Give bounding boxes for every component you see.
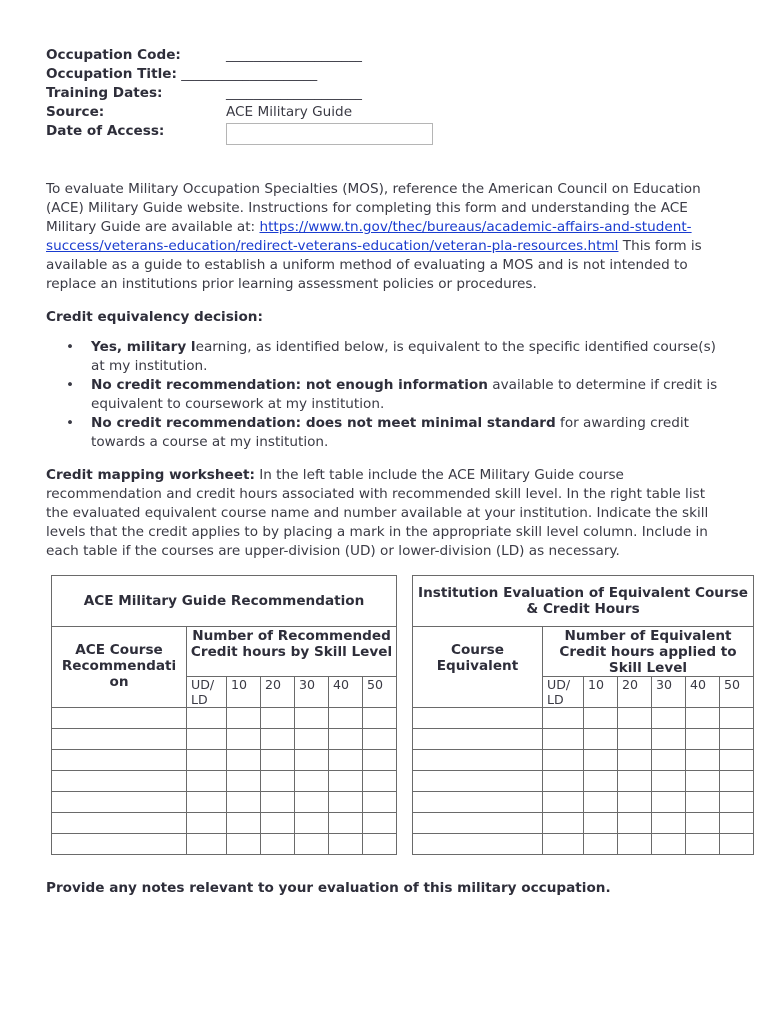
level-header: UD/ LD bbox=[187, 677, 227, 708]
credit-cell[interactable] bbox=[584, 750, 618, 771]
training-dates-label: Training Dates: bbox=[46, 85, 163, 101]
institution-table-title: Institution Evaluation of Equivalent Course & Credit Hours bbox=[413, 576, 754, 627]
credit-cell[interactable] bbox=[261, 813, 295, 834]
credit-cell[interactable] bbox=[584, 792, 618, 813]
credit-cell[interactable] bbox=[363, 792, 397, 813]
credit-cell[interactable] bbox=[363, 708, 397, 729]
credit-cell[interactable] bbox=[187, 792, 227, 813]
date-access-input[interactable] bbox=[226, 123, 433, 145]
date-access-label: Date of Access: bbox=[46, 123, 165, 139]
level-header: 30 bbox=[652, 677, 686, 708]
decision-item-bold: No credit recommendation: not enough information bbox=[91, 377, 488, 393]
course-cell[interactable] bbox=[52, 813, 187, 834]
credit-cell[interactable] bbox=[686, 729, 720, 750]
credit-cell[interactable] bbox=[295, 729, 329, 750]
occupation-title-row bbox=[46, 65, 706, 84]
credit-cell[interactable] bbox=[295, 708, 329, 729]
course-cell[interactable] bbox=[52, 771, 187, 792]
credit-cell[interactable] bbox=[227, 834, 261, 855]
course-cell[interactable] bbox=[413, 813, 543, 834]
occupation-code-field[interactable]: ____________________ bbox=[226, 47, 362, 63]
occupation-code-label: Occupation Code: bbox=[46, 47, 181, 63]
course-cell[interactable] bbox=[52, 750, 187, 771]
credit-cell[interactable] bbox=[187, 813, 227, 834]
credit-cell[interactable] bbox=[295, 771, 329, 792]
level-header: 40 bbox=[329, 677, 363, 708]
credit-cell[interactable] bbox=[187, 771, 227, 792]
credit-cell[interactable] bbox=[584, 771, 618, 792]
table-row bbox=[413, 729, 754, 750]
credit-cell[interactable] bbox=[543, 792, 584, 813]
bullet-icon: • bbox=[66, 415, 75, 431]
credit-cell[interactable] bbox=[261, 729, 295, 750]
course-cell[interactable] bbox=[413, 750, 543, 771]
credit-cell[interactable] bbox=[261, 834, 295, 855]
notes-prompt: Provide any notes relevant to your evaluation of this military occupation. bbox=[46, 880, 611, 896]
table-row bbox=[52, 771, 397, 792]
credit-cell[interactable] bbox=[187, 729, 227, 750]
training-dates-row bbox=[46, 84, 706, 103]
credit-cell[interactable] bbox=[652, 729, 686, 750]
intro-text-after: This form is available as a guide to establish a uniform method of evaluating a MOS and is not intended to replace an institutions prior learning assessment policies or procedures. bbox=[46, 238, 702, 292]
decision-item-text: earning, as identified below, is equivalent to the specific identified course(s) at my institution. bbox=[91, 339, 716, 374]
credit-cell[interactable] bbox=[543, 813, 584, 834]
credit-cell[interactable] bbox=[652, 708, 686, 729]
bullet-icon: • bbox=[66, 377, 75, 393]
credit-cell[interactable] bbox=[227, 750, 261, 771]
credit-cell[interactable] bbox=[363, 750, 397, 771]
ace-table-title: ACE Military Guide Recommendation bbox=[52, 576, 397, 627]
credit-cell[interactable] bbox=[363, 834, 397, 855]
credit-cell[interactable] bbox=[652, 792, 686, 813]
credit-cell[interactable] bbox=[329, 813, 363, 834]
decision-item-text: for awarding credit towards a course at my institution. bbox=[91, 415, 690, 450]
bullet-icon: • bbox=[66, 339, 75, 355]
credit-cell[interactable] bbox=[295, 834, 329, 855]
credit-cell[interactable] bbox=[584, 834, 618, 855]
credit-cell[interactable] bbox=[584, 813, 618, 834]
worksheet-heading: Credit mapping worksheet: bbox=[46, 467, 255, 483]
credit-cell[interactable] bbox=[227, 792, 261, 813]
credit-cell[interactable] bbox=[363, 729, 397, 750]
table-row bbox=[413, 708, 754, 729]
table-row bbox=[52, 813, 397, 834]
level-header: 10 bbox=[227, 677, 261, 708]
credit-cell[interactable] bbox=[329, 729, 363, 750]
level-header: 50 bbox=[363, 677, 397, 708]
level-header: 10 bbox=[584, 677, 618, 708]
table-row bbox=[52, 750, 397, 771]
level-header: 50 bbox=[720, 677, 754, 708]
table-row bbox=[413, 792, 754, 813]
credit-cell[interactable] bbox=[686, 750, 720, 771]
credit-cell[interactable] bbox=[686, 813, 720, 834]
credit-cell[interactable] bbox=[618, 813, 652, 834]
credit-cell[interactable] bbox=[187, 708, 227, 729]
level-header: 20 bbox=[618, 677, 652, 708]
credit-cell[interactable] bbox=[618, 750, 652, 771]
credit-cell[interactable] bbox=[261, 708, 295, 729]
ace-course-header: ACE Course Recommendati on bbox=[52, 627, 187, 708]
credit-cell[interactable] bbox=[329, 771, 363, 792]
credit-cell[interactable] bbox=[261, 771, 295, 792]
credit-cell[interactable] bbox=[329, 750, 363, 771]
table-row bbox=[413, 771, 754, 792]
course-cell[interactable] bbox=[52, 834, 187, 855]
credit-cell[interactable] bbox=[720, 708, 754, 729]
worksheet-paragraph bbox=[46, 466, 726, 561]
credit-cell[interactable] bbox=[618, 792, 652, 813]
credit-cell[interactable] bbox=[227, 813, 261, 834]
credit-cell[interactable] bbox=[720, 834, 754, 855]
equivalent-credit-header: Number of Equivalent Credit hours applied to Skill Level bbox=[543, 627, 754, 677]
credit-cell[interactable] bbox=[618, 771, 652, 792]
decision-item-yes bbox=[46, 338, 726, 376]
credit-cell[interactable] bbox=[686, 834, 720, 855]
credit-cell[interactable] bbox=[295, 750, 329, 771]
course-cell[interactable] bbox=[413, 834, 543, 855]
occupation-title-label-text: Occupation Title: bbox=[46, 66, 177, 82]
worksheet-text: In the left table include the ACE Military Guide course recommendation and credit hours associated with recommended skill level. In the right table list the evaluated equivalent course name and number available at your institution. Indicate the skill levels that the credit applies to by placing a mark in the appropriate skill level column. Include in each table if the courses are upper-division (UD) or lower-division (LD) as necessary. bbox=[46, 467, 709, 559]
credit-cell[interactable] bbox=[363, 813, 397, 834]
credit-cell[interactable] bbox=[295, 813, 329, 834]
decision-heading: Credit equivalency decision: bbox=[46, 309, 263, 325]
level-header: 20 bbox=[261, 677, 295, 708]
level-header: 40 bbox=[686, 677, 720, 708]
decision-item-bold: No credit recommendation: does not meet minimal standard bbox=[91, 415, 556, 431]
occupation-title-field[interactable]: ____________________ bbox=[176, 66, 318, 82]
credit-cell[interactable] bbox=[720, 771, 754, 792]
credit-cell[interactable] bbox=[618, 708, 652, 729]
training-dates-field[interactable]: ____________________ bbox=[226, 85, 362, 101]
institution-evaluation-table bbox=[412, 575, 754, 855]
credit-cell[interactable] bbox=[584, 729, 618, 750]
decision-item-not-enough bbox=[46, 376, 726, 414]
decision-item-not-standard bbox=[46, 414, 726, 452]
credit-cell[interactable] bbox=[261, 792, 295, 813]
decision-item-text: available to determine if credit is equivalent to coursework at my institution. bbox=[91, 377, 718, 412]
institution-table-body bbox=[413, 708, 754, 855]
credit-cell[interactable] bbox=[363, 771, 397, 792]
table-row bbox=[52, 729, 397, 750]
course-cell[interactable] bbox=[52, 708, 187, 729]
credit-cell[interactable] bbox=[543, 729, 584, 750]
table-row bbox=[413, 750, 754, 771]
credit-cell[interactable] bbox=[187, 750, 227, 771]
credit-cell[interactable] bbox=[543, 771, 584, 792]
credit-cell[interactable] bbox=[543, 834, 584, 855]
credit-cell[interactable] bbox=[618, 834, 652, 855]
credit-cell[interactable] bbox=[543, 750, 584, 771]
credit-cell[interactable] bbox=[329, 792, 363, 813]
header-block bbox=[46, 46, 706, 141]
source-label: Source: bbox=[46, 104, 105, 120]
date-access-row bbox=[46, 122, 706, 141]
credit-cell[interactable] bbox=[686, 708, 720, 729]
credit-cell[interactable] bbox=[227, 771, 261, 792]
credit-cell[interactable] bbox=[543, 708, 584, 729]
table-row bbox=[413, 813, 754, 834]
resources-link[interactable]: https://www.tn.gov/thec/bureaus/academic-affairs-and-student-success/veterans-education/redirect-veterans-education/veteran-pla-resources.html bbox=[46, 219, 692, 254]
credit-cell[interactable] bbox=[618, 729, 652, 750]
credit-cell[interactable] bbox=[261, 750, 295, 771]
course-cell[interactable] bbox=[52, 729, 187, 750]
credit-cell[interactable] bbox=[227, 708, 261, 729]
credit-cell[interactable] bbox=[652, 750, 686, 771]
course-cell[interactable] bbox=[413, 708, 543, 729]
credit-cell[interactable] bbox=[187, 834, 227, 855]
credit-cell[interactable] bbox=[652, 813, 686, 834]
intro-text-before: To evaluate Military Occupation Specialties (MOS), reference the American Council on Education (ACE) Military Guide website. Instructions for completing this form and understanding the ACE Military Guide are available at: bbox=[46, 181, 701, 235]
decision-list bbox=[46, 338, 726, 452]
ace-credit-header: Number of Recommended Credit hours by Skill Level bbox=[187, 627, 397, 677]
credit-cell[interactable] bbox=[720, 750, 754, 771]
course-cell[interactable] bbox=[413, 792, 543, 813]
credit-cell[interactable] bbox=[329, 708, 363, 729]
credit-cell[interactable] bbox=[720, 792, 754, 813]
ace-table-body bbox=[52, 708, 397, 855]
credit-cell[interactable] bbox=[329, 834, 363, 855]
credit-cell[interactable] bbox=[720, 813, 754, 834]
level-header: 30 bbox=[295, 677, 329, 708]
credit-cell[interactable] bbox=[295, 792, 329, 813]
source-row bbox=[46, 103, 706, 122]
source-value: ACE Military Guide bbox=[226, 104, 353, 120]
credit-cell[interactable] bbox=[584, 708, 618, 729]
course-equivalent-header: Course Equivalent bbox=[413, 627, 543, 708]
credit-cell[interactable] bbox=[686, 771, 720, 792]
level-header: UD/ LD bbox=[543, 677, 584, 708]
table-row bbox=[52, 708, 397, 729]
course-cell[interactable] bbox=[413, 771, 543, 792]
table-row bbox=[52, 792, 397, 813]
occupation-code-row bbox=[46, 46, 706, 65]
intro-paragraph bbox=[46, 180, 726, 294]
credit-cell[interactable] bbox=[227, 729, 261, 750]
credit-cell[interactable] bbox=[720, 729, 754, 750]
ace-recommendation-table bbox=[51, 575, 397, 855]
table-row bbox=[413, 834, 754, 855]
credit-cell[interactable] bbox=[652, 834, 686, 855]
occupation-title-label bbox=[46, 65, 317, 84]
decision-item-bold: Yes, military l bbox=[91, 339, 196, 355]
course-cell[interactable] bbox=[52, 792, 187, 813]
credit-cell[interactable] bbox=[652, 771, 686, 792]
credit-cell[interactable] bbox=[686, 792, 720, 813]
course-cell[interactable] bbox=[413, 729, 543, 750]
table-row bbox=[52, 834, 397, 855]
